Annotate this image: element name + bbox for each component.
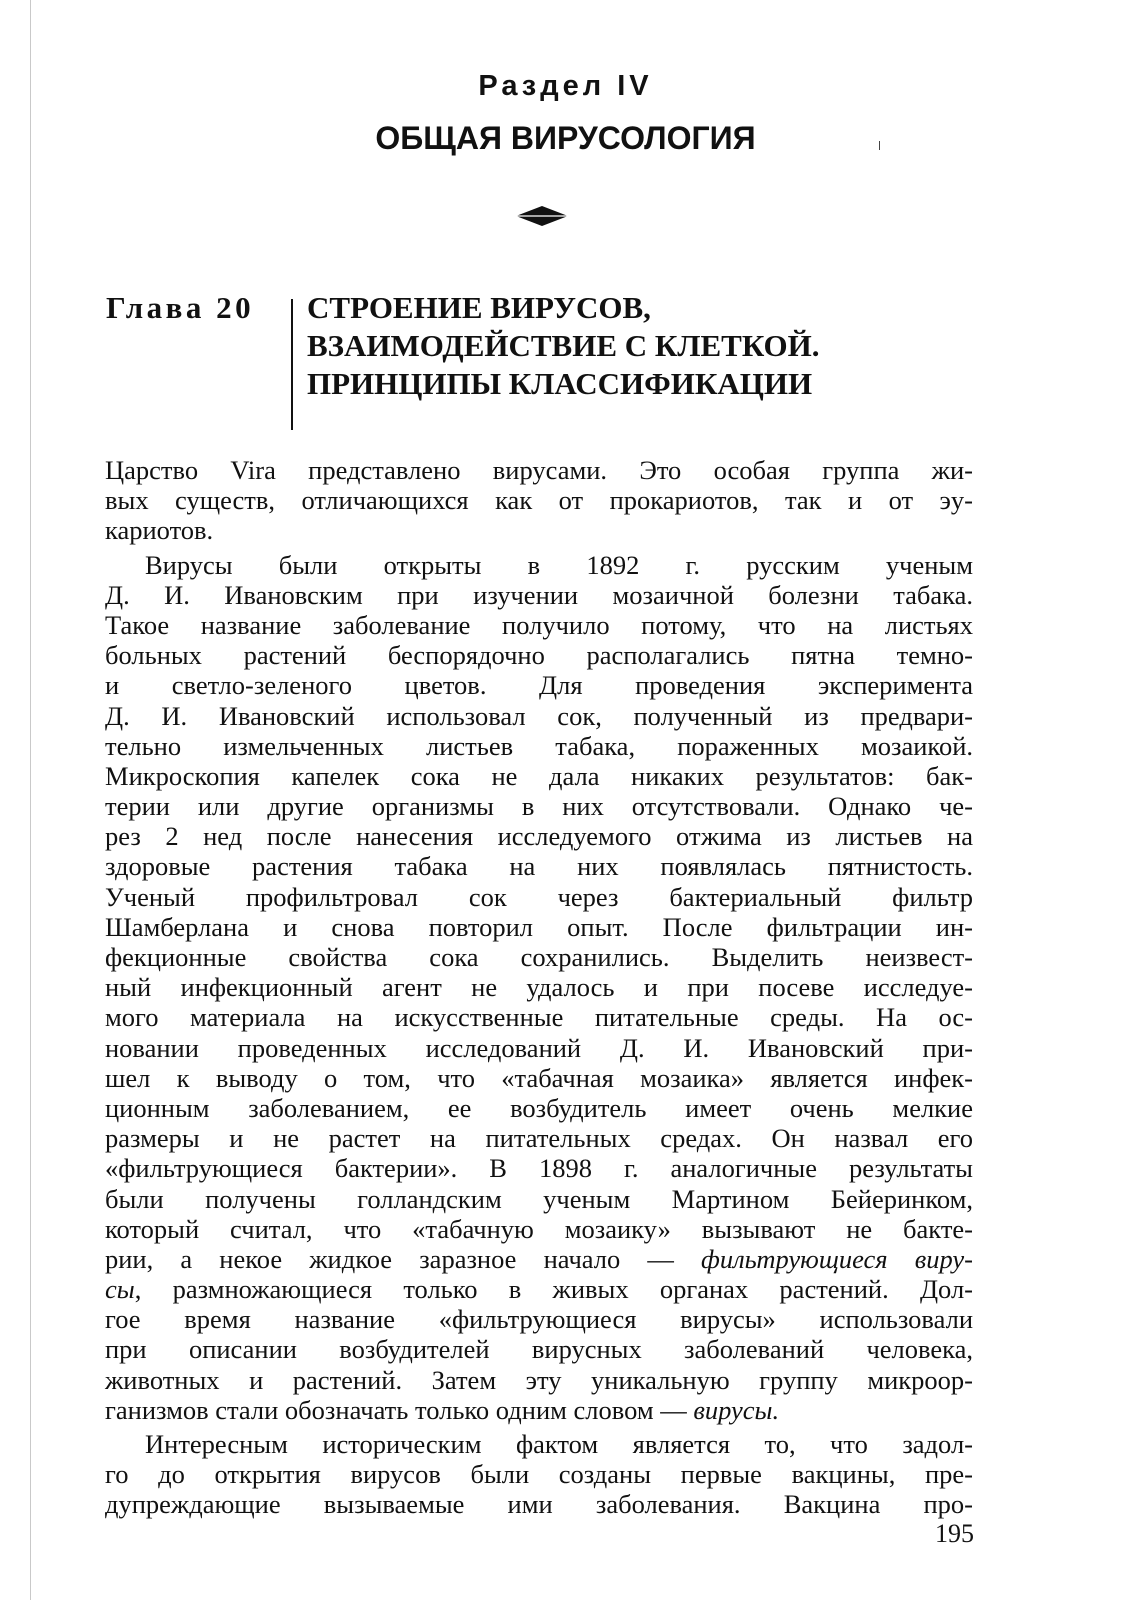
text-line: терии или другие организмы в них отсутствовали. Однако че- (105, 791, 973, 822)
text-line: кариотов. (105, 515, 214, 546)
text-line: ционным заболеванием, ее возбудитель имеет очень мелкие (105, 1092, 973, 1123)
text-run: , размножающиеся только в живых органах растений. Дол- (134, 1274, 973, 1305)
text-line: тельно измельченных листьев табака, пораженных мозаикой. (105, 730, 973, 761)
text-line: при описании возбудителей вирусных заболеваний человека, (105, 1334, 973, 1365)
italic-term: сы (105, 1274, 135, 1305)
text-line: Д. И. Ивановским при изучении мозаичной болезни табака. (105, 579, 973, 610)
text-line: Микроскопия капелек сока не дала никаких результатов: бак- (105, 760, 973, 791)
text-line: шел к выводу о том, что «табачная мозаика» является инфек- (105, 1062, 973, 1093)
text-run: рии, а некое жидкое заразное начало — (105, 1243, 702, 1274)
text-line: вых существ, отличающихся как от прокариотов, так и от эу- (105, 485, 973, 516)
chapter-divider (291, 299, 293, 430)
page-number: 195 (935, 1519, 974, 1548)
chapter-title (307, 289, 947, 403)
italic-term: фильтрующиеся виру- (701, 1243, 973, 1274)
text-line: больных растений беспорядочно располагались пятна темно- (105, 640, 973, 671)
section-title: ОБЩАЯ ВИРУСОЛОГИЯ (375, 120, 756, 156)
text-line: мого материала на искусственные питательные среды. На ос- (105, 1002, 973, 1033)
text-line: здоровые растения табака на них появлялась пятнистость. (105, 851, 973, 882)
scan-edge-line (30, 0, 31, 1600)
text-line (105, 1274, 973, 1304)
text-line: Д. И. Ивановский использовал сок, полученный из предвари- (105, 700, 973, 731)
chapter-title-line: ПРИНЦИПЫ КЛАССИФИКАЦИИ (307, 366, 813, 401)
text-line (105, 1395, 973, 1425)
body-text (105, 455, 973, 1520)
text-line: Шамберлана и снова повторил опыт. После фильтрации ин- (105, 911, 973, 942)
chapter-title-line: СТРОЕНИЕ ВИРУСОВ, (307, 290, 651, 325)
text-run: ганизмов стали обозначать только одним словом — (105, 1394, 694, 1425)
text-line: «фильтрующиеся бактерии». В 1898 г. аналогичные результаты (105, 1153, 973, 1184)
text-line: животных и растений. Затем эту уникальную группу микроор- (105, 1364, 973, 1395)
text-line: Интересным историческим фактом является то, что задол- (145, 1429, 973, 1459)
italic-term: вирусы. (693, 1394, 780, 1425)
text-line: Царство Vira представлено вирусами. Это особая группа жи- (105, 455, 973, 485)
text-line: новании проведенных исследований Д. И. Ивановский при- (105, 1032, 973, 1063)
text-line: дупреждающие вызываемые ими заболевания. Вакцина про- (105, 1489, 973, 1520)
chapter-title-line: ВЗАИМОДЕЙСТВИЕ С КЛЕТКОЙ. (307, 328, 820, 363)
scan-speck (879, 141, 880, 150)
text-line: го до открытия вирусов были созданы первые вакцины, пре- (105, 1459, 973, 1490)
text-line: гое время название «фильтрующиеся вирусы» использовали (105, 1304, 973, 1335)
text-line (105, 1244, 973, 1274)
text-line: размеры и не растет на питательных средах. Он назвал его (105, 1123, 973, 1154)
text-line: Вирусы были открыты в 1892 г. русским ученым (145, 549, 973, 580)
chapter-label: Глава 20 (106, 290, 255, 325)
text-line: который считал, что «табачную мозаику» вызывают не бакте- (105, 1213, 973, 1244)
text-line: были получены голландским ученым Мартином Бейеринком, (105, 1183, 973, 1214)
text-line: фекционные свойства сока сохранились. Выделить неизвест- (105, 942, 973, 972)
section-label: Раздел IV (478, 70, 653, 102)
text-line: Ученый профильтровал сок через бактериальный фильтр (105, 881, 973, 912)
text-line: Такое название заболевание получило потому, что на листьях (105, 609, 973, 640)
text-line: и светло-зеленого цветов. Для проведения эксперимента (105, 670, 973, 701)
diamond-ornament-icon (516, 206, 568, 226)
text-line: ный инфекционный агент не удалось и при посеве исследуе- (105, 972, 973, 1003)
text-line: рез 2 нед после нанесения исследуемого отжима из листьев на (105, 821, 973, 852)
